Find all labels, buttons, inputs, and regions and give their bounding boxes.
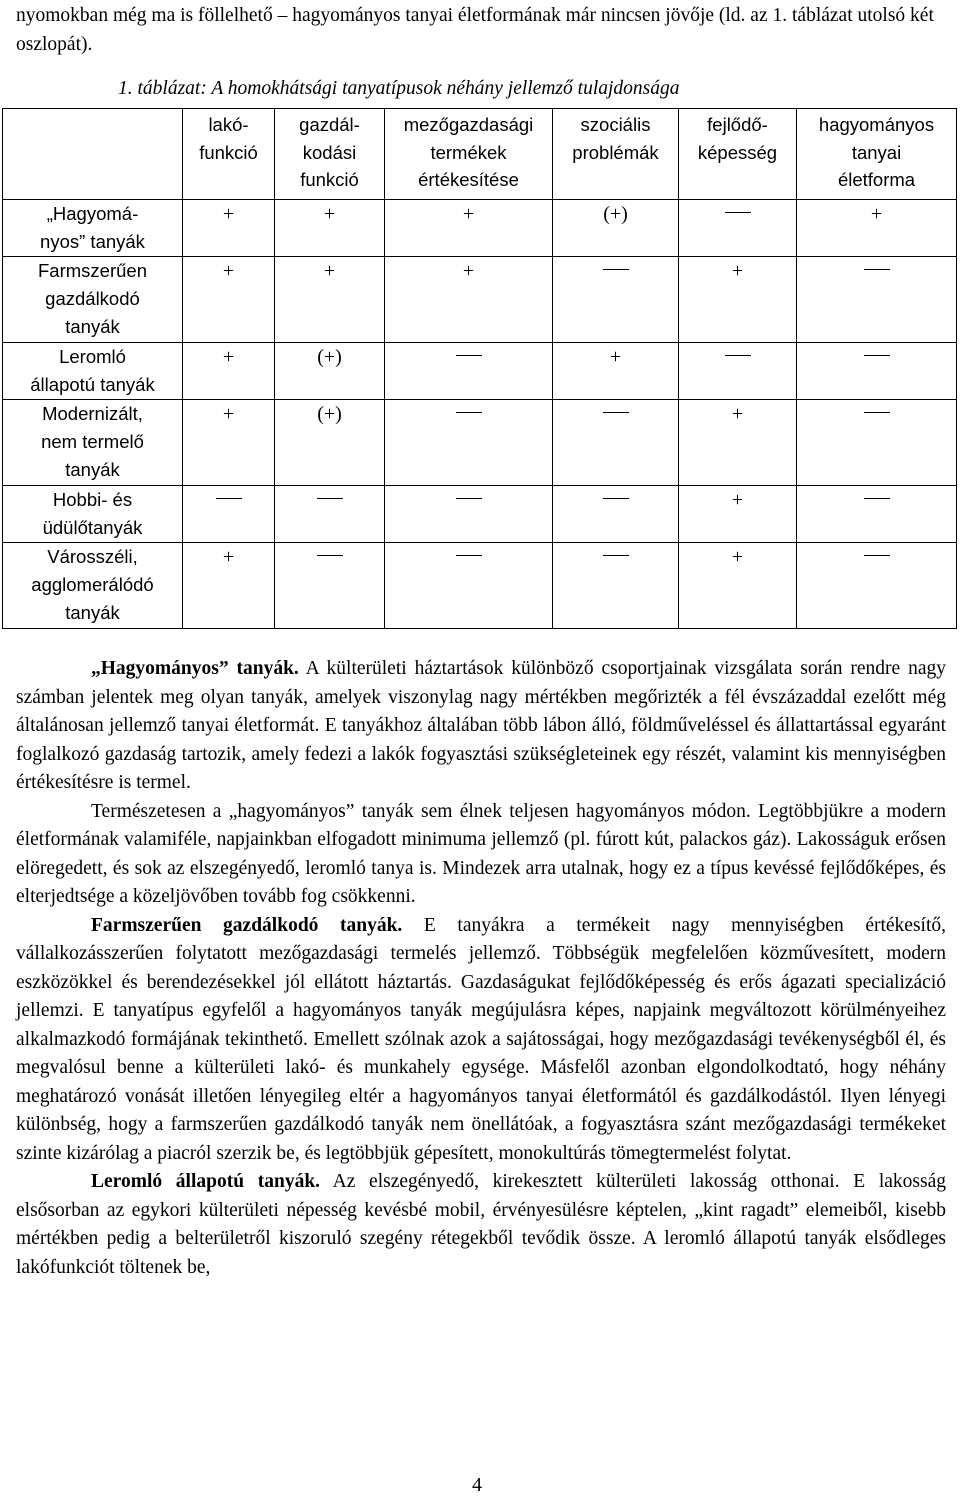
paragraph-heading: Farmszerűen gazdálkodó tanyák.: [91, 914, 403, 936]
table-cell: [797, 343, 957, 400]
value-mark: +: [323, 203, 336, 225]
value-mark: (+): [603, 203, 628, 225]
table-cell: [679, 343, 797, 400]
table-cell: [797, 543, 957, 629]
row-label: Hobbi- és üdülőtanyák: [3, 486, 183, 543]
table-cell: [797, 200, 957, 257]
value-mark: +: [731, 489, 744, 511]
table-cell: [385, 200, 553, 257]
table-cell: [183, 400, 275, 486]
paragraph-text: E tanyákra a termékeit nagy mennyiségben értékesítő, vállalkozásszerűen folytatott mezőgazdasági termelés jellemző. Többségük megfelelően közművesített, modern eszközökkel és berendezésekkel jól ellátott háztartás. Gazdaságukat fejlődőképesség és erős ágazati specializáció jellemzi. E tanyatípus egyfelől a hagyományos tanyák megújulásra képes, napjaink megváltozott körülményeihez alkalmazkodó formájának tekinthető. Emellett szólnak azok a sajátosságai, hogy mezőgazdasági tevékenységből él, és megvalósul benne a külterületi lakó- és munkahely egysége. Másfelől azonban elgondolkodtató, hogy néhány meghatározó vonását illetően lényegileg eltér a hagyományos tanyai életformától és gazdálkodástól. Ilyen lényegi különbség, hogy a farmszerűen gazdálkodó tanyák nem önellátóak, a fogyasztásra szánt mezőgazdasági termékeket szinte kizárólag a piacról szerzik be, és legtöbbjük gépesített, monokultúrás tömegtermelést folytat.: [16, 914, 946, 1164]
table-cell: [679, 400, 797, 486]
paragraph-leromlo: [16, 1168, 946, 1282]
paragraph-farmszeruen: [16, 912, 946, 1169]
table-cell: [275, 200, 385, 257]
table-cell: [385, 343, 553, 400]
value-mark: +: [222, 260, 235, 282]
table-cell: [679, 486, 797, 543]
value-mark: +: [731, 403, 744, 425]
dash-mark: [864, 355, 890, 356]
row-label: Farmszerűen gazdálkodó tanyák: [3, 257, 183, 343]
column-header-4: szociális problémák: [553, 109, 679, 200]
column-header-1: lakó- funkció: [183, 109, 275, 200]
value-mark: +: [462, 260, 475, 282]
table-cell: [385, 400, 553, 486]
value-mark: +: [222, 346, 235, 368]
row-label: Leromló állapotú tanyák: [3, 343, 183, 400]
value-mark: +: [462, 203, 475, 225]
table-cell: [275, 486, 385, 543]
value-mark: +: [222, 203, 235, 225]
table-row: [3, 257, 957, 343]
column-header-2: gazdál- kodási funkció: [275, 109, 385, 200]
table-cell: [183, 543, 275, 629]
table-cell: [275, 543, 385, 629]
table-cell: [679, 200, 797, 257]
body-text: [16, 655, 946, 1282]
table-cell: [275, 343, 385, 400]
table-cell: [275, 257, 385, 343]
table-row: [3, 400, 957, 486]
table-caption: 1. táblázat: A homokhátsági tanyatípusok néhány jellemző tulajdonsága: [118, 78, 680, 99]
dash-mark: [864, 412, 890, 413]
dash-mark: [317, 498, 343, 499]
table-row: [3, 343, 957, 400]
table-cell: [553, 257, 679, 343]
dash-mark: [456, 412, 482, 413]
value-mark: +: [731, 260, 744, 282]
row-label: „Hagyomá- nyos” tanyák: [3, 200, 183, 257]
table-header-row: [3, 109, 957, 200]
value-mark: (+): [317, 346, 342, 368]
dash-mark: [216, 498, 242, 499]
table-cell: [553, 343, 679, 400]
table-cell: [553, 543, 679, 629]
table-cell: [183, 257, 275, 343]
table-cell: [679, 543, 797, 629]
paragraph-hagyomanyos: [16, 655, 946, 798]
table-cell: [797, 400, 957, 486]
page-number: 4: [472, 1474, 482, 1496]
value-mark: +: [323, 260, 336, 282]
value-mark: (+): [317, 403, 342, 425]
paragraph-termeszetesen: [16, 798, 946, 912]
table-cell: [275, 400, 385, 486]
table-cell: [679, 257, 797, 343]
dash-mark: [603, 269, 629, 270]
value-mark: +: [222, 546, 235, 568]
row-label: Modernizált, nem termelő tanyák: [3, 400, 183, 486]
value-mark: +: [222, 403, 235, 425]
value-mark: +: [731, 546, 744, 568]
table-cell: [797, 486, 957, 543]
table-cell: [553, 486, 679, 543]
dash-mark: [864, 555, 890, 556]
table-cell: [553, 200, 679, 257]
column-header-0: [3, 109, 183, 200]
dash-mark: [456, 498, 482, 499]
table-cell: [183, 486, 275, 543]
dash-mark: [864, 498, 890, 499]
table-cell: [797, 257, 957, 343]
paragraph-text: A külterületi háztartások különböző csoportjainak vizsgálata során rendre nagy számban jelentek meg olyan tanyák, amelyek viszonylag nagy mértékben megőrizték a fél évszázaddal ezelőtt még általánosan jellemző tanyai életformát. E tanyákhoz általában több lábon álló, földműveléssel és állattartással egyaránt foglalkozó gazdaság tartozik, amely fedezi a lakók fogyasztási szükségleteinek egy részét, valamint kis mennyiségben értékesítésre is termel.: [16, 658, 947, 793]
row-label: Városszéli, agglomerálódó tanyák: [3, 543, 183, 629]
dash-mark: [725, 212, 751, 213]
table-row: [3, 543, 957, 629]
table-cell: [183, 200, 275, 257]
paragraph-heading: „Hagyományos” tanyák.: [91, 658, 299, 679]
tanya-types-table: [2, 108, 957, 629]
table-cell: [385, 543, 553, 629]
paragraph-text: Az elszegényedő, kirekesztett külterületi lakosság otthonai. E lakosság elsősorban az egykori külterületi népesség kevésbé mobil, érvényesülésre képtelen, „kint ragadt” elemeiből, kisebb mértékben pedig a belterületről kiszoruló szegény rétegekből tevődik össze. A leromló állapotú tanyák elsődleges lakófunkciót töltenek be,: [16, 1171, 946, 1278]
dash-mark: [603, 498, 629, 499]
paragraph-text: Természetesen a „hagyományos” tanyák sem élnek teljesen hagyományos módon. Legtöbbjükre a modern életformának valamiféle, napjainkban elfogadott minimuma jellemző (pl. fúrott kút, palackos gáz). Lakosságuk erősen elöregedett, és sok az elszegényedő, leromló tanya is. Mindezek arra utalnak, hogy ez a típus kevéssé fejlődőképes, és elterjedtsége a közeljövőben tovább fog csökkenni.: [16, 800, 946, 907]
paragraph-heading: Leromló állapotú tanyák.: [91, 1171, 321, 1192]
dash-mark: [317, 555, 343, 556]
table-cell: [553, 400, 679, 486]
intro-paragraph: nyomokban még ma is föllelhető – hagyományos tanyai életformának már nincsen jövője (ld. az 1. táblázat utolsó két oszlopát).: [16, 5, 934, 55]
table-row: [3, 486, 957, 543]
dash-mark: [864, 269, 890, 270]
table-row: [3, 200, 957, 257]
dash-mark: [456, 355, 482, 356]
table-cell: [183, 343, 275, 400]
dash-mark: [603, 412, 629, 413]
column-header-5: fejlődő- képesség: [679, 109, 797, 200]
value-mark: +: [609, 346, 622, 368]
dash-mark: [725, 355, 751, 356]
table-cell: [385, 257, 553, 343]
dash-mark: [456, 555, 482, 556]
dash-mark: [603, 555, 629, 556]
column-header-3: mezőgazdasági termékek értékesítése: [385, 109, 553, 200]
column-header-6: hagyományos tanyai életforma: [797, 109, 957, 200]
value-mark: +: [870, 203, 883, 225]
table-cell: [385, 486, 553, 543]
